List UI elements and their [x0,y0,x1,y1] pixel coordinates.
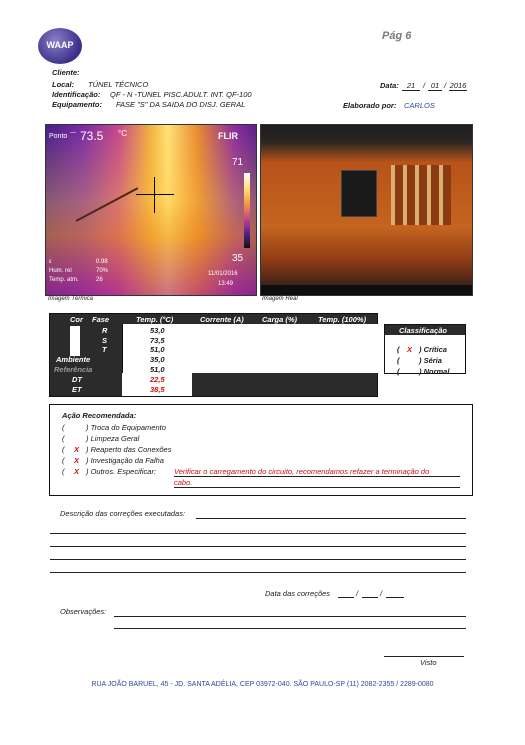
scale-min: 35 [232,253,244,264]
crosshair-vertical [154,177,155,213]
acao-title: Ação Recomendada: [62,411,137,420]
row-fase-r: R [102,326,108,335]
descricao-line-3[interactable] [50,559,466,560]
data-day: 21 [402,81,420,91]
header-corrente: Corrente (A) [200,315,244,324]
page-number: Pág 6 [382,30,412,42]
classificacao-mark-critica[interactable]: X [407,345,413,354]
descricao-line-1[interactable] [50,533,466,534]
acao-label-investigacao: ) Investigação da Falha [86,456,164,465]
acao-label-outros: ) Outros. Especificar: [86,467,157,476]
acao-label-limpeza: ) Limpeza Geral [86,434,140,443]
row-fase-ambiente: Ambiente [56,355,91,364]
observacoes-label: Observações: [60,607,107,616]
visto-line[interactable] [384,656,464,657]
eps-value: 0.98 [96,259,108,265]
date-separator-1: / [423,81,426,90]
thermal-caption: Imagem Térmica [48,296,94,302]
classificacao-paren-3: ( [397,367,400,376]
descricao-line-2[interactable] [50,546,466,547]
real-image [260,124,473,296]
classificacao-label-normal: ) Normal [419,367,450,376]
visto-label: Visto [420,658,437,667]
identificacao-value: QF - N -TUNEL PISC.ADULT. INT. QF-100 [110,90,252,99]
header-temp100: Temp. (100%) [318,315,367,324]
header-fase: Fase [92,315,110,324]
observacoes-line-1[interactable] [114,616,466,617]
real-caption: Imagem Real [262,296,298,302]
data-correcoes-label: Data das correções [265,589,331,598]
classificacao-paren-2: ( [397,356,400,365]
header-cor: Cor [70,315,83,324]
acao-paren-4: ( [62,456,65,465]
ponto-label: Ponto [49,133,68,140]
color-scale-bar [244,173,250,248]
row-temp-r: 53,0 [150,326,165,335]
temp-atm-value: 26 [96,277,103,283]
acao-outros-text-2: cabo. [174,478,460,488]
data-correcoes-year[interactable] [386,597,404,598]
descricao-line-0[interactable] [196,518,466,519]
row-fase-t: T [102,345,107,354]
cable-shape [76,187,139,222]
date-separator-2: / [444,81,447,90]
classificacao-label-seria: ) Séria [419,356,442,365]
descricao-label: Descrição das correções executadas: [60,509,186,518]
acao-mark-outros[interactable]: X [74,467,80,476]
classificacao-paren-1: ( [397,345,400,354]
data-correcoes-sep-1: / [356,589,359,598]
acao-paren-1: ( [62,423,65,432]
row-temp-t: 51,0 [150,345,165,354]
data-label: Data: [380,81,399,90]
scale-max: 71 [232,157,244,168]
thermal-image [45,124,257,296]
data-year: 2016 [449,81,467,90]
acao-box [49,404,473,496]
header-carga: Carga (%) [262,315,298,324]
row-temp-dt: 22,5 [150,375,165,384]
acao-outros-text-1: Verificar o carregamento do circuito, recomendamos refazer a terminação do [174,467,460,477]
row-fase-referencia: Referência [54,365,93,374]
ponto-unit: °C [118,129,127,138]
row-temp-referencia: 51,0 [150,365,165,374]
row-fase-et: ET [72,385,82,394]
hum-label: Hum. rel [49,268,72,274]
acao-paren-5: ( [62,467,65,476]
flir-brand: FLIR [218,131,238,141]
row-temp-ambiente: 35,0 [150,355,165,364]
terminal-block-shape [391,165,451,225]
descricao-line-4[interactable] [50,572,466,573]
acao-label-troca: ) Troca do Equipamento [86,423,166,432]
equipamento-label: Equipamento: [52,100,102,109]
data-correcoes-month[interactable] [362,597,378,598]
ponto-value: 73.5 [80,129,104,143]
row-temp-s: 73,5 [150,336,165,345]
data-correcoes-sep-2: / [380,589,383,598]
eps-label: ε [49,259,52,265]
acao-paren-3: ( [62,445,65,454]
temp-atm-label: Temp. atm. [49,277,79,283]
footer-address: RUA JOÃO BARUEL, 45 - JD. SANTA ADÉLIA, CEP 03972-040. SÃO PAULO-SP (11) 2082-2355 / 2289-0080 [91,681,434,688]
hum-value: 70% [96,268,109,274]
row-fase-dt: DT [72,375,82,384]
company-logo [38,28,82,64]
elaborado-label: Elaborado por: [343,101,397,110]
panel-bottom-shape [261,285,472,295]
local-label: Local: [52,80,75,89]
acao-mark-investigacao[interactable]: X [74,456,80,465]
thermal-date: 11/01/2016 [208,271,238,277]
classificacao-box [384,324,466,374]
observacoes-line-2[interactable] [114,628,466,629]
measurement-table [49,313,378,397]
cliente-label: Cliente: [52,68,80,77]
classificacao-title: Classificação [399,326,447,335]
elaborado-value: CARLOS [404,101,435,110]
acao-mark-reaperto[interactable]: X [74,445,80,454]
breaker-shape [341,170,377,217]
ponto-marker: — [70,130,76,136]
crosshair-horizontal [136,194,174,195]
classificacao-label-critica: ) Crítica [419,345,447,354]
logo-text: WAAP [46,40,74,50]
acao-label-reaperto: ) Reaperto das Conexões [86,445,172,454]
data-correcoes-day[interactable] [338,597,354,598]
header-temp: Temp. (°C) [136,315,174,324]
acao-paren-2: ( [62,434,65,443]
row-fase-s: S [102,336,108,345]
thermal-time: 13:49 [218,281,234,287]
color-swatch [70,326,80,356]
row-temp-et: 38,5 [150,385,165,394]
data-month: 01 [428,81,442,91]
equipamento-value: FASE "S" DA SAIDA DO DISJ. GERAL [116,100,246,109]
local-value: TÚNEL TÉCNICO [88,80,149,89]
identificacao-label: Identificação: [52,90,101,99]
